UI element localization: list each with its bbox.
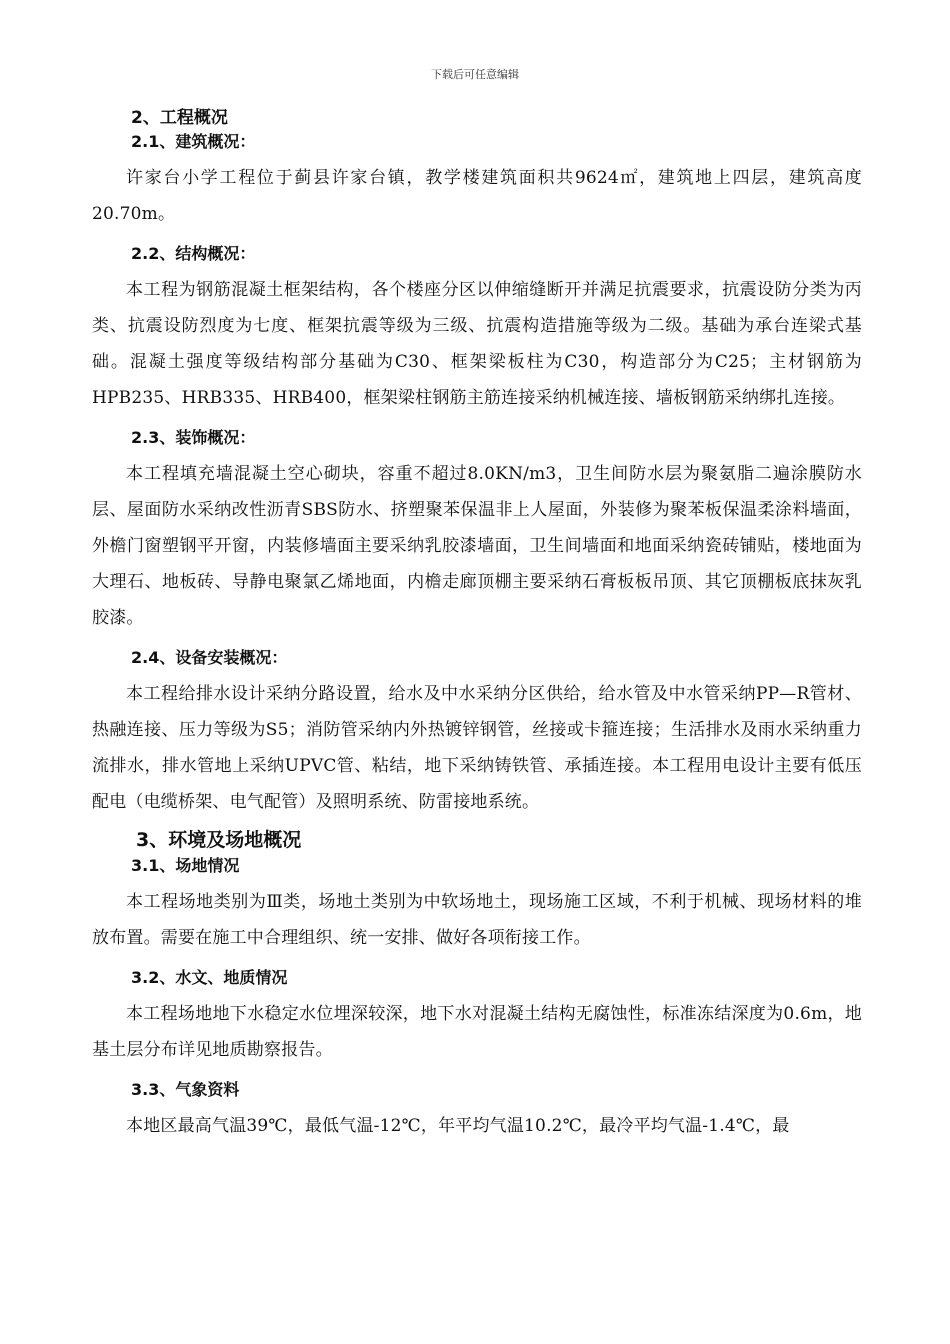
section-3-heading: 3、环境及场地概况 <box>136 829 302 851</box>
section-3-3-paragraph: 本地区最高气温39℃，最低气温-12℃，年平均气温10.2℃，最冷平均气温-1.4℃，最 <box>126 1116 790 1136</box>
section-2-1-heading: 2.1、建筑概况： <box>131 132 256 151</box>
section-3-3-heading: 3.3、气象资料 <box>131 1080 240 1099</box>
section-2-1-paragraph: 许家台小学工程位于蓟县许家台镇，教学楼建筑面积共9624㎡，建筑地上四层，建筑高度20.70m。 <box>92 168 862 224</box>
section-2-4-paragraph: 本工程给排水设计采纳分路设置，给水及中水采纳分区供给，给水管及中水管采纳PP—R管材、热融连接、压力等级为S5；消防管采纳内外热镀锌钢管，丝接或卡箍连接；生活排水及雨水采纳重力流排水，排水管地上采纳UPVC管、粘结，地下采纳铸铁管、承插连接。本工程用电设计主要有低压配电（电缆桥架、电气配管）及照明系统、防雷接地系统。 <box>92 684 862 812</box>
section-3-2-heading: 3.2、水文、地质情况 <box>131 968 288 987</box>
header-note: 下载后可任意编辑 <box>431 68 519 81</box>
section-2-3-paragraph: 本工程填充墙混凝土空心砌块，容重不超过8.0KN/m3，卫生间防水层为聚氨脂二遍涂膜防水层、屋面防水采纳改性沥青SBS防水、挤塑聚苯保温非上人屋面，外装修为聚苯板保温柔涂料墙面，外檐门窗塑钢平开窗，内装修墙面主要采纳乳胶漆墙面，卫生间墙面和地面采纳瓷砖铺贴，楼地面为大理石、地板砖、导静电聚氯乙烯地面，内檐走廊顶棚主要采纳石膏板板吊顶、其它顶棚板底抹灰乳胶漆。 <box>92 464 862 628</box>
section-2-3-heading: 2.3、装饰概况： <box>131 428 256 447</box>
document-body <box>92 106 862 1144</box>
section-2-4-heading: 2.4、设备安装概况： <box>131 648 288 667</box>
section-3-1-heading: 3.1、场地情况 <box>131 856 240 875</box>
section-3-2-paragraph: 本工程场地地下水稳定水位埋深较深，地下水对混凝土结构无腐蚀性，标准冻结深度为0.6m，地基土层分布详见地质勘察报告。 <box>92 1004 862 1060</box>
section-3-1-paragraph: 本工程场地类别为Ⅲ类，场地土类别为中软场地土，现场施工区域，不利于机械、现场材料的堆放布置。需要在施工中合理组织、统一安排、做好各项衔接工作。 <box>92 892 862 948</box>
section-2-2-paragraph: 本工程为钢筋混凝土框架结构，各个楼座分区以伸缩缝断开并满足抗震要求，抗震设防分类为丙类、抗震设防烈度为七度、框架抗震等级为三级、抗震构造措施等级为二级。基础为承台连梁式基础。混凝土强度等级结构部分基础为C30、框架梁板柱为C30，构造部分为C25；主材钢筋为HPB235、HRB335、HRB400，框架梁柱钢筋主筋连接采纳机械连接、墙板钢筋采纳绑扎连接。 <box>92 280 862 408</box>
section-2-2-heading: 2.2、结构概况： <box>131 244 256 263</box>
section-2-heading: 2、工程概况 <box>131 108 228 128</box>
